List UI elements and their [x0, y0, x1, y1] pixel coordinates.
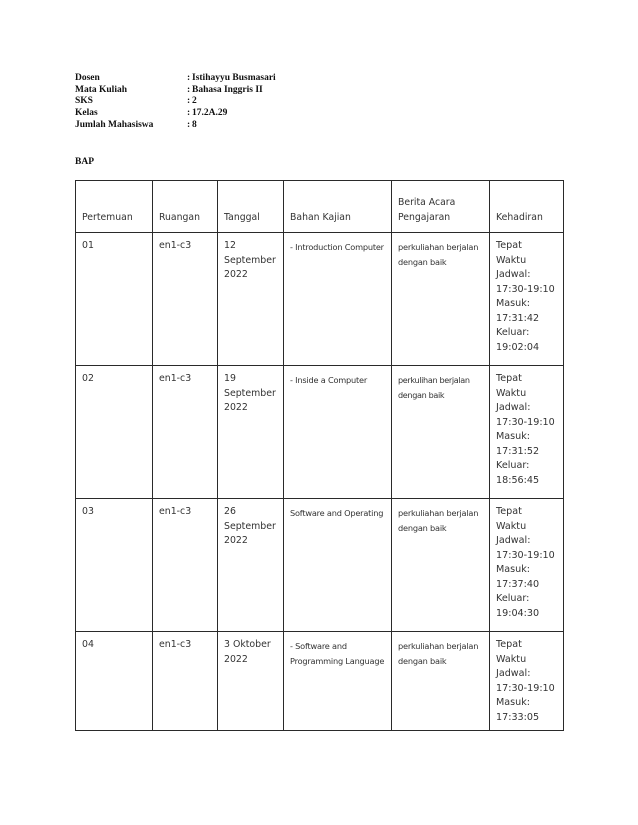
kehadiran-line: Waktu	[496, 387, 527, 399]
table-header-row	[76, 181, 564, 233]
cell-kehadiran	[490, 499, 564, 632]
info-value: Bahasa Inggris II	[192, 84, 263, 95]
cell-berita-acara: perkulihan berjalan dengan baik	[392, 366, 490, 499]
kehadiran-line: 17:33:05	[496, 711, 540, 723]
cell-bahan-kajian: Software and Operating	[284, 499, 392, 632]
info-row-sks	[75, 96, 276, 108]
cell-pertemuan: 01	[76, 233, 153, 366]
header-ruangan: Ruangan	[153, 181, 218, 233]
kehadiran-line: 19:04:30	[496, 607, 540, 619]
cell-berita-acara: perkuliahan berjalan dengan baik	[392, 632, 490, 731]
info-row-jumlah-mahasiswa	[75, 120, 276, 132]
info-label: Mata Kuliah	[75, 84, 127, 95]
header-bahan-kajian: Bahan Kajian	[284, 181, 392, 233]
kehadiran-line: Jadwal:	[496, 269, 531, 280]
kehadiran-line: Tepat	[496, 240, 522, 251]
kehadiran-line: 17:31:52	[496, 445, 540, 457]
kehadiran-line: 18:56:45	[496, 474, 540, 486]
cell-berita-acara: perkuliahan berjalan dengan baik	[392, 233, 490, 366]
header-pertemuan: Pertemuan	[76, 181, 153, 233]
kehadiran-line: Waktu	[496, 653, 527, 665]
kehadiran-line: Jadwal:	[496, 535, 531, 546]
cell-ruangan: en1-c3	[153, 366, 218, 499]
kehadiran-line: Keluar:	[496, 460, 530, 471]
table-row	[76, 632, 564, 731]
bap-table	[75, 180, 564, 731]
kehadiran-line: 17:30-19:10	[496, 682, 555, 694]
info-label: Dosen	[75, 73, 100, 83]
kehadiran-line: Masuk:	[496, 298, 531, 309]
kehadiran-line: Keluar:	[496, 327, 530, 338]
cell-tanggal: 3 Oktober 2022	[218, 632, 284, 731]
cell-pertemuan: 04	[76, 632, 153, 731]
info-separator: :	[187, 119, 191, 130]
cell-bahan-kajian: - Introduction Computer	[284, 233, 392, 366]
kehadiran-line: Masuk:	[496, 431, 531, 442]
cell-ruangan: en1-c3	[153, 233, 218, 366]
cell-pertemuan: 02	[76, 366, 153, 499]
info-label: Jumlah Mahasiswa	[75, 119, 154, 130]
cell-kehadiran	[490, 233, 564, 366]
cell-kehadiran	[490, 632, 564, 731]
cell-ruangan: en1-c3	[153, 632, 218, 731]
info-value: 8	[192, 119, 197, 130]
course-info	[75, 73, 276, 131]
kehadiran-line: Tepat	[496, 639, 522, 650]
kehadiran-line: Jadwal:	[496, 668, 531, 679]
kehadiran-line: Waktu	[496, 520, 527, 532]
info-value: 2	[192, 96, 197, 107]
section-title: BAP	[75, 157, 94, 167]
kehadiran-line: 19:02:04	[496, 341, 540, 353]
header-tanggal: Tanggal	[218, 181, 284, 233]
table-row	[76, 233, 564, 366]
cell-kehadiran	[490, 366, 564, 499]
info-separator: :	[187, 108, 191, 119]
kehadiran-line: 17:31:42	[496, 312, 540, 324]
info-label: Kelas	[75, 108, 98, 119]
info-row-kelas	[75, 108, 276, 120]
cell-tanggal: 26 September 2022	[218, 499, 284, 632]
cell-ruangan: en1-c3	[153, 499, 218, 632]
kehadiran-line: Keluar:	[496, 593, 530, 604]
table-row	[76, 366, 564, 499]
info-separator: :	[187, 73, 191, 83]
table-row	[76, 499, 564, 632]
kehadiran-line: 17:37:40	[496, 578, 540, 590]
cell-berita-acara: perkuliahan berjalan dengan baik	[392, 499, 490, 632]
header-kehadiran: Kehadiran	[490, 181, 564, 233]
kehadiran-line: Masuk:	[496, 564, 531, 575]
kehadiran-line: 17:30-19:10	[496, 549, 555, 561]
cell-tanggal: 19 September 2022	[218, 366, 284, 499]
cell-tanggal: 12 September 2022	[218, 233, 284, 366]
header-berita-acara: Berita Acara Pengajaran	[392, 181, 490, 233]
kehadiran-line: Masuk:	[496, 697, 531, 708]
info-separator: :	[187, 96, 191, 107]
info-label: SKS	[75, 96, 93, 107]
kehadiran-line: Jadwal:	[496, 402, 531, 413]
info-row-dosen	[75, 73, 276, 85]
kehadiran-line: Tepat	[496, 506, 522, 517]
kehadiran-line: 17:30-19:10	[496, 283, 555, 295]
info-separator: :	[187, 84, 191, 95]
info-row-mata-kuliah	[75, 85, 276, 97]
info-value: Istihayyu Busmasari	[192, 73, 276, 83]
cell-pertemuan: 03	[76, 499, 153, 632]
cell-bahan-kajian: - Software and Programming Language	[284, 632, 392, 731]
kehadiran-line: 17:30-19:10	[496, 416, 555, 428]
kehadiran-line: Waktu	[496, 254, 527, 266]
cell-bahan-kajian: - Inside a Computer	[284, 366, 392, 499]
info-value: 17.2A.29	[192, 108, 228, 119]
kehadiran-line: Tepat	[496, 373, 522, 384]
